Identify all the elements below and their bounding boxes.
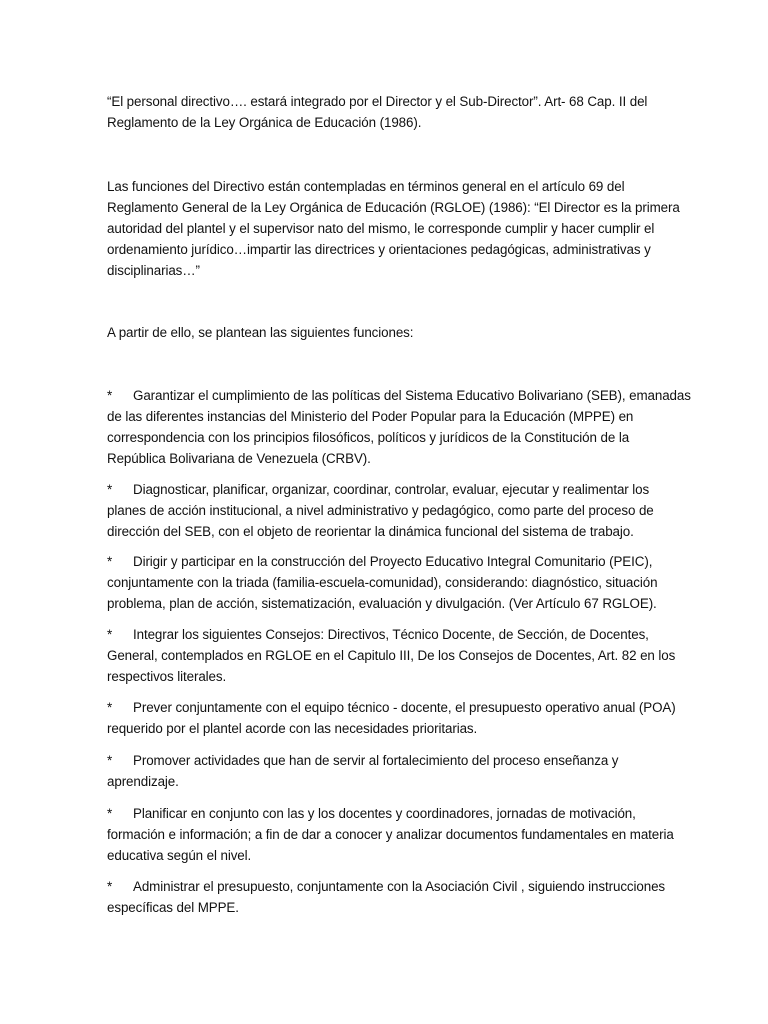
text-line: dirección del SEB, con el objeto de reorientar la dinámica funcional del sistema de trabajo. [107, 524, 634, 539]
text-line: planes de acción institucional, a nivel administrativo y pedagógico, como parte del proceso de [107, 503, 654, 518]
text-line: Reglamento de la Ley Orgánica de Educación (1986). [107, 115, 422, 130]
functions-description-paragraph [107, 176, 680, 281]
bullet-text: Diagnosticar, planificar, organizar, coordinar, controlar, evaluar, ejecutar y realimentar los [133, 482, 650, 497]
text-line: específicas del MPPE. [107, 900, 239, 915]
text-line: ordenamiento jurídico…impartir las directrices y orientaciones pedagógicas, administrativas y [107, 242, 651, 257]
bullet-text: Promover actividades que han de servir al fortalecimiento del proceso enseñanza y [133, 753, 619, 768]
text-line: respectivos literales. [107, 669, 227, 684]
bullet-item [107, 803, 674, 866]
bullet-item [107, 697, 676, 739]
functions-lead-in-paragraph [107, 322, 667, 343]
bullet-item [107, 750, 667, 792]
bullet-item [107, 624, 676, 687]
bullet-marker: * [107, 879, 113, 894]
bullet-marker: * [107, 806, 113, 821]
bullet-item [107, 479, 667, 542]
bullet-text: Dirigir y participar en la construcción del Proyecto Educativo Integral Comunitario (PEIC), [133, 554, 653, 569]
text-line: disciplinarias…” [107, 263, 200, 278]
bullet-text: Planificar en conjunto con las y los docentes y coordinadores, jornadas de motivación, [133, 806, 636, 821]
bullet-text: Administrar el presupuesto, conjuntamente con la Asociación Civil , siguiendo instrucciones [133, 879, 666, 894]
text-line: autoridad del plantel y el supervisor nato del mismo, le corresponde cumplir y hacer cumplir el [107, 221, 655, 236]
text-line: A partir de ello, se plantean las siguientes funciones: [107, 325, 414, 340]
bullet-marker: * [107, 482, 113, 497]
text-line: requerido por el plantel acorde con las necesidades prioritarias. [107, 721, 478, 736]
bullet-marker: * [107, 554, 113, 569]
text-line: formación e información; a fin de dar a conocer y analizar documentos fundamentales en materia [107, 827, 674, 842]
bullet-text: Prever conjuntamente con el equipo técnico - docente, el presupuesto operativo anual (POA) [133, 700, 676, 715]
text-line: problema, plan de acción, sistematización, evaluación y divulgación. (Ver Artículo 67 RGLOE). [107, 596, 657, 611]
bullet-item [107, 551, 667, 614]
intro-quote-paragraph [107, 91, 667, 133]
text-line: conjuntamente con la triada (familia-escuela-comunidad), considerando: diagnóstico, situación [107, 575, 658, 590]
text-line: República Bolivariana de Venezuela (CRBV). [107, 451, 371, 466]
text-line: correspondencia con los principios filosóficos, políticos y jurídicos de la Constitución de la [107, 430, 630, 445]
text-line: Las funciones del Directivo están contempladas en términos general en el artículo 69 del [107, 179, 625, 194]
text-line: educativa según el nivel. [107, 848, 252, 863]
text-line: aprendizaje. [107, 774, 179, 789]
bullet-text: Garantizar el cumplimiento de las políticas del Sistema Educativo Bolivariano (SEB), emanadas [133, 388, 691, 403]
text-line: de las diferentes instancias del Ministerio del Poder Popular para la Educación (MPPE) en [107, 409, 634, 424]
text-line: “El personal directivo…. estará integrado por el Director y el Sub-Director”. Art- 68 Cap. II del [107, 94, 648, 109]
bullet-marker: * [107, 388, 113, 403]
bullet-marker: * [107, 700, 113, 715]
text-line: General, contemplados en RGLOE en el Capitulo III, De los Consejos de Docentes, Art. 82 en los [107, 648, 676, 663]
bullet-marker: * [107, 627, 113, 642]
text-line: Reglamento General de la Ley Orgánica de Educación (RGLOE) (1986): “El Director es la primera [107, 200, 680, 215]
bullet-marker: * [107, 753, 113, 768]
bullet-item [107, 385, 691, 469]
bullet-item [107, 876, 667, 918]
bullet-text: Integrar los siguientes Consejos: Directivos, Técnico Docente, de Sección, de Docentes, [133, 627, 649, 642]
